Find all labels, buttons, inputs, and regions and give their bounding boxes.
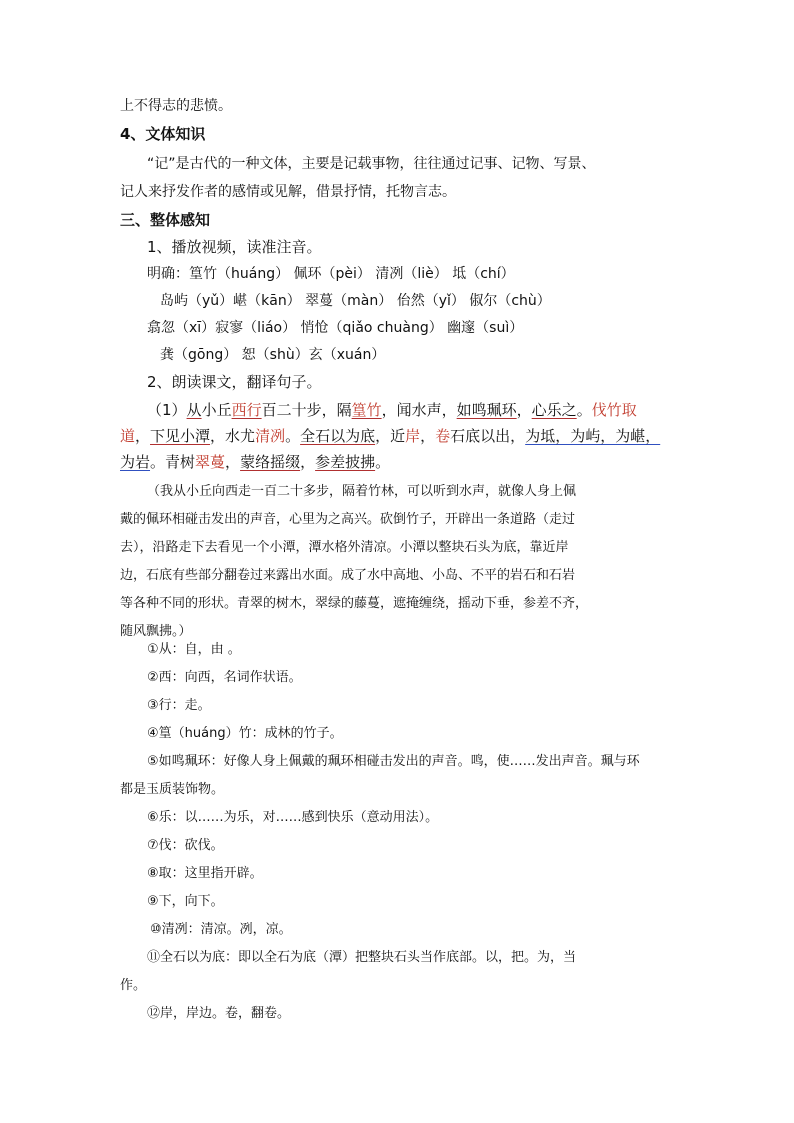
note-item: ③行：走。 [147,698,211,713]
note-item: ①从：自，由 。 [147,642,241,657]
passage-text: 石底以出， [450,427,526,445]
note-item: ②西：向西，名词作状语。 [147,670,302,685]
passage-text: ，闻水声， [381,401,457,419]
passage-underline: 如鸣珮环 [456,401,517,419]
passage-underline: 下见小潭 [150,427,211,445]
pinyin-line: 龚（gōng） 恕（shù）玄（xuán） [160,347,386,363]
passage-underline: 蒙络摇缀 [240,453,301,471]
passage-text: ，水尤 [210,427,256,445]
section-heading: 三、整体感知 [120,211,211,229]
translation-line: 等各种不同的形状。青翠的树木，翠绿的藤蔓，遮掩缠绕，摇动下垂，参差不齐， [120,596,589,611]
note-item: ⑧取：这里指开辟。 [147,866,263,881]
paragraph-line: 记人来抒发作者的感情或见解，借景抒情，托物言志。 [120,184,456,200]
passage-underline: 参差披拂 [315,453,376,471]
translation-line: 戴的佩环相碰击发出的声音，心里为之高兴。砍倒竹子，开辟出一条道路（走过 [120,512,576,527]
passage-underline: 心乐之 [531,401,577,419]
note-item: ⑦伐：砍伐。 [147,838,224,853]
passage-text: ， [516,401,532,419]
passage-highlight: 伐竹取 [591,401,637,419]
note-item: ⑨下，向下。 [147,894,224,909]
section-heading: 4、文体知识 [120,125,206,143]
passage-highlight: 清冽 [255,427,286,445]
step-line: 2、朗读课文，翻译句子。 [147,373,322,391]
note-item: ⑥乐：以……为乐，对……感到快乐（意动用法）。 [147,810,439,825]
passage-underline: 从 [186,401,202,419]
translation-line: （我从小丘向西走一百二十多步，隔着竹林，可以听到水声，就像人身上佩 [147,484,577,499]
pinyin-line: 岛屿（yǔ）嵁（kān） 翠蔓（màn） 佁然（yǐ） 俶尔（chù） [160,293,551,309]
note-item: 都是玉质装饰物。 [120,782,225,797]
passage-line [120,426,660,446]
paragraph-line: “记”是古代的一种文体，主要是记载事物，往往通过记事、记物、写景、 [147,156,596,172]
text-line: 上不得志的悲愤。 [120,98,232,114]
passage-text: ， [420,427,436,445]
note-item: ⑩清冽：清凉。冽，凉。 [150,922,292,937]
passage-text: ， [225,453,241,471]
translation-line: 随风飘拂。） [120,624,192,639]
pinyin-line: 翕忽（xī）寂寥（liáo） 悄怆（qiǎo chuàng） 幽邃（suì） [147,320,524,336]
step-line: 1、播放视频，读准注音。 [147,238,322,256]
passage-underline: 为岩 [120,453,151,471]
translation-line: 去），沿路走下去看见一个小潭，潭水格外清凉。小潭以整块石头为底，靠近岸 [120,540,569,555]
pinyin-line: 明确：篁竹（huáng） 佩环（pèi） 清冽（liè） 坻（chí） [147,266,515,282]
passage-text: ， [300,453,316,471]
passage-text: 小丘 [201,401,232,419]
note-item: ⑪全石以为底：即以全石为底（潭）把整块石头当作底部。以，把。为，当 [147,950,577,965]
note-item: 作。 [120,978,147,993]
passage-highlight: 卷 [435,427,451,445]
note-item: ⑫岸，岸边。卷，翻卷。 [147,1006,291,1021]
passage-underline: 为坻，为屿，为嵁， [525,427,661,445]
passage-text: ， [135,427,151,445]
passage-text: （1） [147,401,187,419]
passage-text: 。 [285,427,301,445]
translation-line: 边，石底有些部分翻卷过来露出水面。成了水中高地、小岛、不平的岩石和石岩 [120,568,576,583]
passage-highlight: 岸 [405,427,421,445]
passage-text: 。 [375,453,391,471]
passage-line [120,452,390,472]
passage-text: ，近 [375,427,406,445]
passage-highlight: 翠蔓 [195,453,226,471]
passage-text: 百二十步，隔 [261,401,352,419]
passage-highlight: 道 [120,427,136,445]
note-item: ⑤如鸣珮环：好像人身上佩戴的珮环相碰击发出的声音。鸣，使……发出声音。珮与环 [147,754,640,769]
passage-text: 。青树 [150,453,196,471]
note-item: ④篁（huáng）竹：成林的竹子。 [147,726,343,741]
passage-underline: 全石以为底 [300,427,376,445]
passage-highlight: 西行 [231,401,262,419]
passage-text: 。 [576,401,592,419]
passage-highlight: 篁竹 [351,401,382,419]
passage-line [147,400,637,420]
